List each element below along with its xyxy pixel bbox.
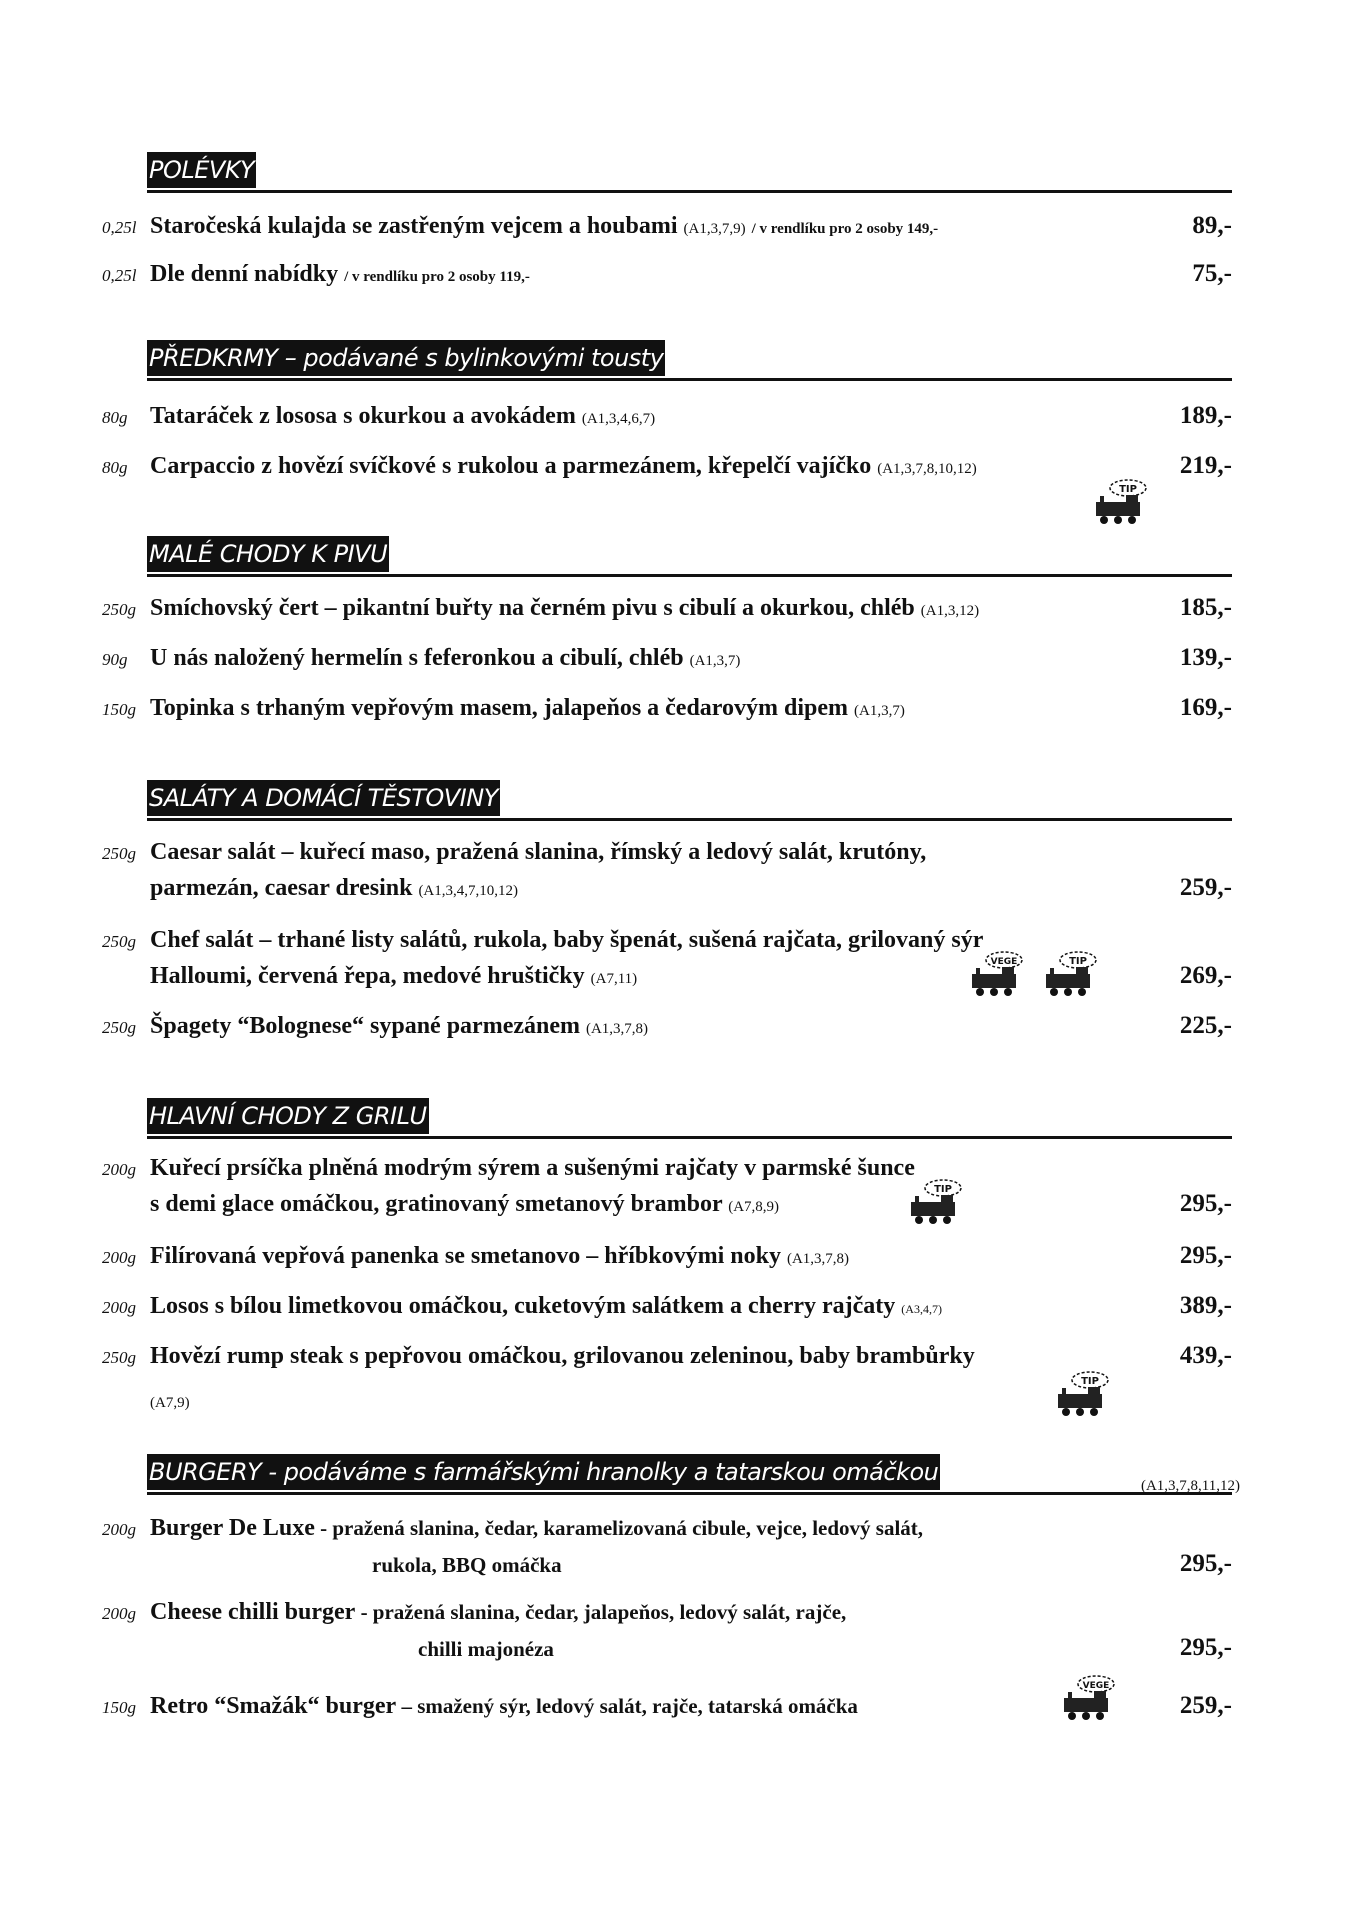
item-name <box>150 1013 648 1040</box>
section-title: MALÉ CHODY K PIVU <box>147 536 389 572</box>
item-weight: 250g <box>102 932 136 951</box>
section-header-predkrmy <box>147 340 1232 381</box>
menu-item <box>102 640 1232 676</box>
menu-item <box>102 256 1232 292</box>
item-allergens: (A1,3,12) <box>920 603 980 619</box>
item-name <box>150 403 655 430</box>
tip-train-icon <box>1040 950 1100 998</box>
menu-item-cont <box>102 870 1232 906</box>
item-allergens: (A1,3,7,8) <box>786 1251 850 1267</box>
menu-item <box>102 448 1232 484</box>
item-name <box>150 1243 849 1270</box>
vege-train-icon <box>966 950 1026 998</box>
item-name-line1: Caesar salát – kuřecí maso, pražená slanina, římský a ledový salát, krutóny, <box>150 839 927 865</box>
item-name-line1: Chef salát – trhané listy salátů, rukola, baby špenát, sušená rajčata, grilovaný sýr <box>150 927 984 953</box>
menu-item <box>102 690 1232 726</box>
item-allergens: (A3,4,7) <box>901 1302 942 1316</box>
tip-train-icon <box>905 1178 965 1226</box>
item-desc: - pražená slanina, čedar, jalapeňos, ledový salát, rajče, <box>355 1600 847 1624</box>
item-name-line1: Kuřecí prsíčka plněná modrým sýrem a sušenými rajčaty v parmské šunce <box>150 1155 915 1181</box>
vege-tag-text: VEGE <box>990 957 1018 967</box>
tip-tag-text: TIP <box>934 1184 952 1195</box>
item-name-text: Dle denní nabídky <box>150 261 339 287</box>
item-name-text: s demi glace omáčkou, gratinovaný smetanový brambor <box>150 1191 723 1217</box>
section-allergens: (A1,3,7,8,11,12) <box>1140 1478 1240 1494</box>
item-name: Hovězí rump steak s pepřovou omáčkou, grilovanou zeleninou, baby brambůrky <box>150 1343 975 1369</box>
item-price: 185,- <box>1179 594 1232 621</box>
item-price: 225,- <box>1179 1012 1232 1039</box>
item-name <box>150 261 530 288</box>
item-name-text: Špagety “Bolognese“ sypané parmezánem <box>150 1013 580 1039</box>
item-name <box>150 695 905 722</box>
tip-tag-text: TIP <box>1119 484 1137 495</box>
item-name-text: Losos s bílou limetkovou omáčkou, cuketovým salátkem a cherry rajčaty <box>150 1293 896 1319</box>
menu-item <box>102 1238 1232 1274</box>
item-weight: 250g <box>102 1018 136 1037</box>
item-name-text: parmezán, caesar dresink <box>150 875 413 901</box>
menu-item <box>102 834 1232 870</box>
item-price: 169,- <box>1179 694 1232 721</box>
section-header-polevky <box>147 152 1232 193</box>
item-weight: 0,25l <box>102 266 137 285</box>
item-name-line2 <box>150 875 518 902</box>
item-allergens: (A1,3,7,9) <box>683 221 746 237</box>
section-title: SALÁTY A DOMÁCÍ TĚSTOVINY <box>147 780 500 816</box>
section-title: POLÉVKY <box>147 152 256 188</box>
item-name <box>150 1693 858 1720</box>
item-weight: 80g <box>102 458 128 477</box>
item-allergens: (A1,3,4,6,7) <box>581 411 656 427</box>
section-header-hlavni <box>147 1098 1232 1139</box>
item-price: 439,- <box>1179 1342 1232 1369</box>
item-weight: 80g <box>102 408 128 427</box>
menu-item <box>102 1008 1232 1044</box>
menu-item <box>102 590 1232 626</box>
item-allergens: (A1,3,4,7,10,12) <box>418 883 519 899</box>
item-allergens: (A1,3,7,8,10,12) <box>877 461 977 477</box>
item-price: 89,- <box>1192 212 1232 239</box>
item-name <box>150 213 938 240</box>
menu-item <box>102 398 1232 434</box>
item-weight: 90g <box>102 650 128 669</box>
menu-item <box>102 1510 1232 1546</box>
item-allergens: (A1,3,7) <box>689 653 741 669</box>
item-name-text: Tataráček z lososa s okurkou a avokádem <box>150 403 576 429</box>
section-title: BURGERY - podáváme s farmářskými hranolky a tatarskou omáčkou <box>147 1454 940 1490</box>
item-price: 219,- <box>1179 452 1232 479</box>
item-price: 259,- <box>1179 874 1232 901</box>
item-name <box>150 453 977 480</box>
item-weight: 200g <box>102 1604 136 1623</box>
item-name <box>150 595 979 622</box>
item-weight: 250g <box>102 1348 136 1367</box>
item-name-line2 <box>150 963 637 990</box>
item-weight: 150g <box>102 1698 136 1717</box>
menu-item-cont <box>102 1630 1232 1666</box>
item-allergens: (A1,3,7,8) <box>585 1021 649 1037</box>
menu-item-cont <box>102 1546 1232 1582</box>
item-allergens: (A7,9) <box>150 1395 190 1411</box>
item-name-text: Smíchovský čert – pikantní buřty na černém pivu s cibulí a okurkou, chléb <box>150 595 915 621</box>
item-desc-line2: chilli majonéza <box>418 1637 554 1661</box>
item-weight: 150g <box>102 700 136 719</box>
item-desc: – smažený sýr, ledový salát, rajče, tatarská omáčka <box>396 1694 858 1718</box>
item-weight: 200g <box>102 1520 136 1539</box>
item-price: 75,- <box>1192 260 1232 287</box>
item-name-text: Filírovaná vepřová panenka se smetanovo – hříbkovými noky <box>150 1243 781 1269</box>
item-price: 259,- <box>1179 1692 1232 1719</box>
section-header-male-chody <box>147 536 1232 577</box>
item-name-text: U nás naložený hermelín s feferonkou a cibulí, chléb <box>150 645 684 671</box>
item-price: 295,- <box>1179 1190 1232 1217</box>
item-weight: 250g <box>102 844 136 863</box>
tip-train-icon <box>1090 478 1150 526</box>
item-allergens: (A7,8,9) <box>728 1199 780 1215</box>
item-extra: / v rendlíku pro 2 osoby 119,- <box>344 269 530 285</box>
menu-item <box>102 1150 1232 1186</box>
item-price: 389,- <box>1179 1292 1232 1319</box>
item-weight: 200g <box>102 1298 136 1317</box>
item-price: 139,- <box>1179 644 1232 671</box>
item-price: 269,- <box>1179 962 1232 989</box>
menu-item <box>102 1288 1232 1324</box>
item-name-text: Cheese chilli burger <box>150 1599 356 1625</box>
vege-tag-text: VEGE <box>1082 1681 1110 1691</box>
item-name <box>150 645 740 672</box>
item-price: 295,- <box>1179 1550 1232 1577</box>
item-extra: / v rendlíku pro 2 osoby 149,- <box>751 221 939 237</box>
menu-item <box>102 208 1232 244</box>
item-weight: 200g <box>102 1160 136 1179</box>
item-price: 189,- <box>1179 402 1232 429</box>
section-header-burgery <box>147 1454 1240 1495</box>
item-name <box>150 1515 923 1542</box>
item-weight: 250g <box>102 600 136 619</box>
tip-tag-text: TIP <box>1069 956 1087 967</box>
item-name-text: Retro “Smažák“ burger <box>150 1693 397 1719</box>
menu-item <box>102 1594 1232 1630</box>
item-name-text: Burger De Luxe <box>150 1515 315 1541</box>
item-name-line2 <box>150 1191 779 1218</box>
item-allergens: (A7,11) <box>590 971 638 987</box>
tip-train-icon <box>1052 1370 1112 1418</box>
item-desc: - pražená slanina, čedar, karamelizovaná cibule, vejce, ledový salát, <box>314 1516 924 1540</box>
section-header-salaty <box>147 780 1232 821</box>
menu-item <box>102 1338 1232 1374</box>
item-allergens: (A1,3,7) <box>854 703 905 719</box>
item-name <box>150 1599 846 1626</box>
item-weight: 0,25l <box>102 218 137 237</box>
item-price: 295,- <box>1179 1634 1232 1661</box>
tip-tag-text: TIP <box>1081 1376 1099 1387</box>
item-price: 295,- <box>1179 1242 1232 1269</box>
item-weight: 200g <box>102 1248 136 1267</box>
item-name-text: Topinka s trhaným vepřovým masem, jalapeňos a čedarovým dipem <box>150 695 849 721</box>
item-name-text: Staročeská kulajda se zastřeným vejcem a houbami <box>150 213 678 239</box>
item-name-text: Halloumi, červená řepa, medové hruštičky <box>150 963 585 989</box>
item-desc-line2: rukola, BBQ omáčka <box>372 1553 562 1577</box>
menu-item-cont <box>102 1186 1232 1222</box>
item-name-text: Carpaccio z hovězí svíčkové s rukolou a parmezánem, křepelčí vajíčko <box>150 453 872 479</box>
item-name <box>150 1293 942 1320</box>
section-title: PŘEDKRMY – podávané s bylinkovými tousty <box>147 340 665 376</box>
vege-train-icon <box>1058 1674 1118 1722</box>
section-title: HLAVNÍ CHODY Z GRILU <box>147 1098 429 1134</box>
